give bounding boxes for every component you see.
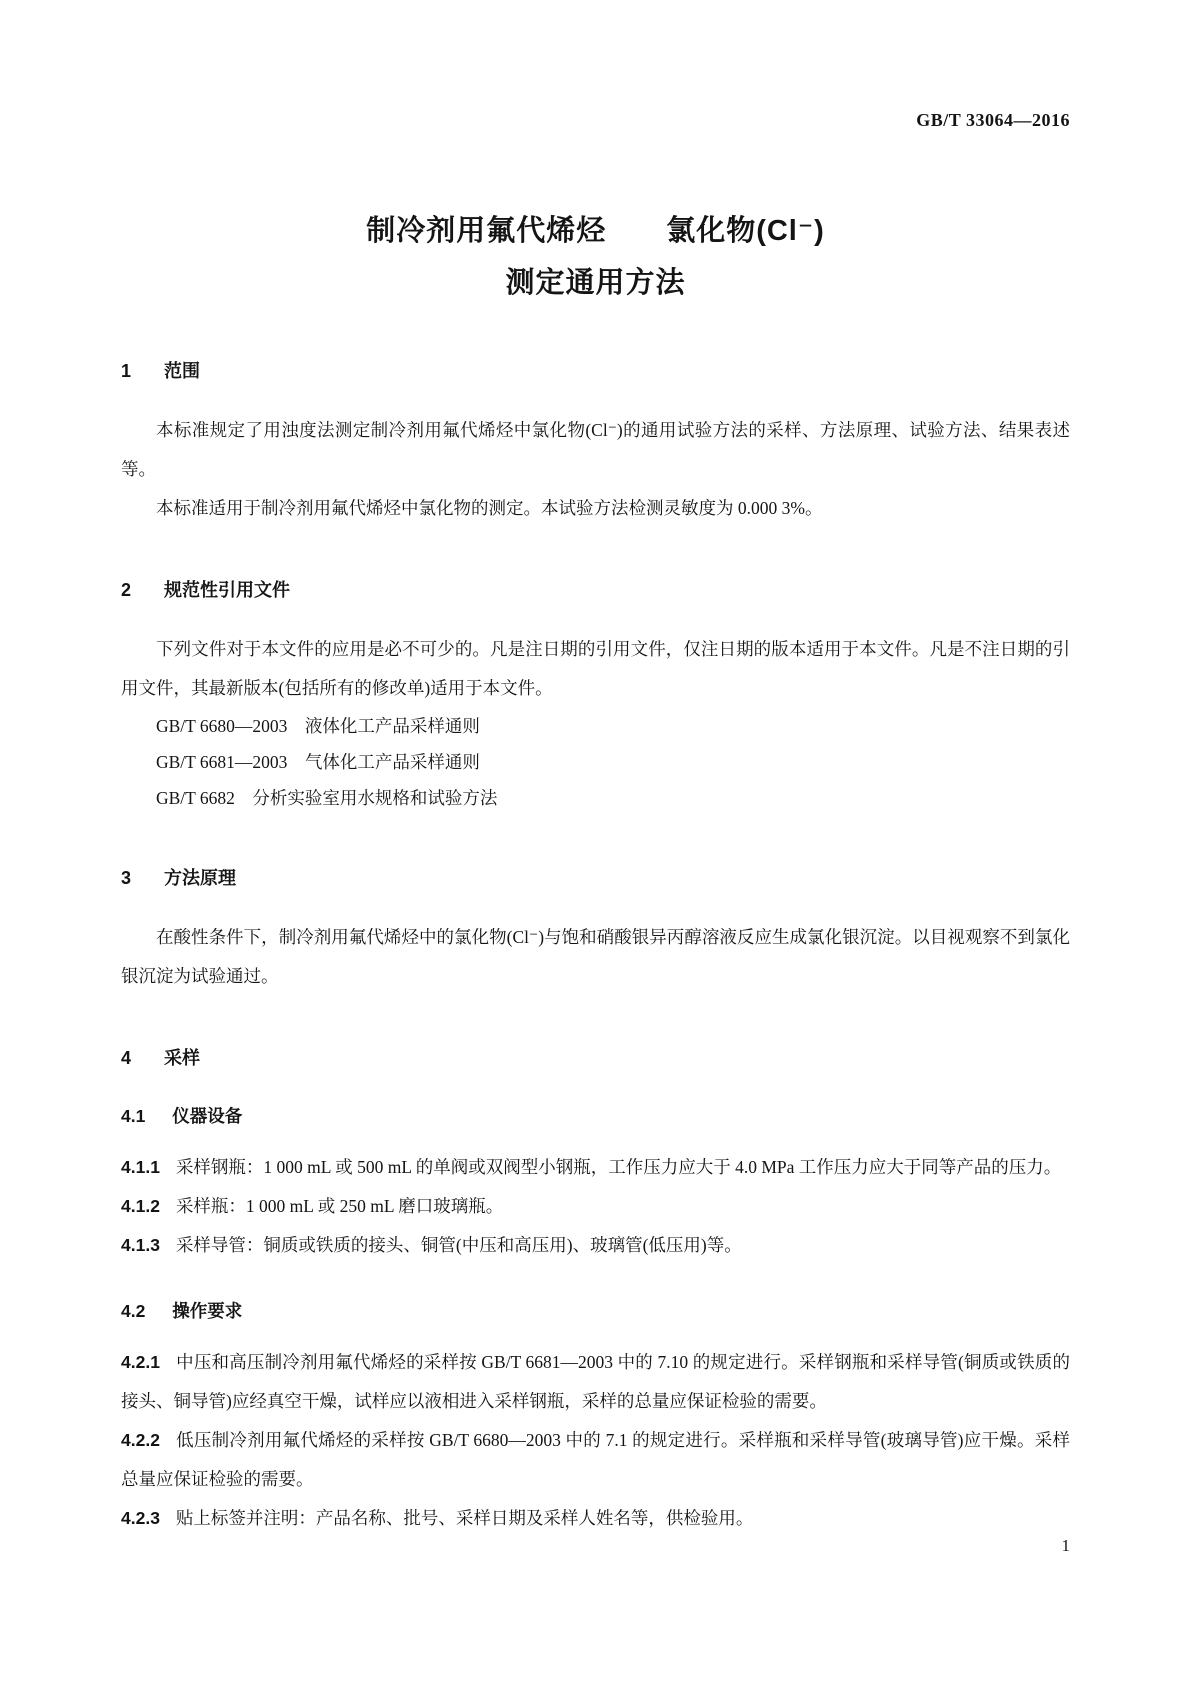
section-1-number: 1: [121, 361, 132, 381]
clause-4-2-2: [121, 1421, 1070, 1499]
clause-4-1-3-number: 4.1.3: [121, 1235, 160, 1255]
clause-4-2-3-number: 4.2.3: [121, 1508, 160, 1528]
page-content: [121, 0, 1070, 1538]
clause-4-2-3-text: 贴上标签并注明：产品名称、批号、采样日期及采样人姓名等，供检验用。: [175, 1508, 754, 1528]
subsection-4-2-number: 4.2: [121, 1301, 146, 1321]
section-3-paragraph-1: 在酸性条件下，制冷剂用氟代烯烃中的氯化物(Cl⁻)与饱和硝酸银异丙醇溶液反应生成氯化银沉淀。以目视观察不到氯化银沉淀为试验通过。: [121, 927, 1070, 986]
section-1-paragraph-1: 本标准规定了用浊度法测定制冷剂用氟代烯烃中氯化物(Cl⁻)的通用试验方法的采样、方法原理、试验方法、结果表述等。: [121, 420, 1070, 479]
section-1-heading: [121, 359, 1070, 383]
section-2-heading: [121, 578, 1070, 602]
clause-4-1-3: [121, 1226, 1070, 1265]
subsection-4-2-title: 操作要求: [172, 1301, 243, 1321]
clause-4-2-1-number: 4.2.1: [121, 1352, 160, 1372]
reference-item-2: GB/T 6681—2003 气体化工产品采样通则: [156, 752, 480, 772]
subsection-4-1-title: 仪器设备: [172, 1106, 243, 1126]
reference-item-1: GB/T 6680—2003 液体化工产品采样通则: [156, 716, 480, 736]
clause-4-2-1-text: 中压和高压制冷剂用氟代烯烃的采样按 GB/T 6681—2003 中的 7.10 的规定进行。采样钢瓶和采样导管(铜质或铁质的接头、铜导管)应经真空干燥，试样应以液相进入采样钢瓶，采样的总量应保证检验的需要。: [121, 1352, 1070, 1411]
clause-4-2-2-text: 低压制冷剂用氟代烯烃的采样按 GB/T 6680—2003 中的 7.1 的规定进行。采样瓶和采样导管(玻璃导管)应干燥。采样总量应保证检验的需要。: [121, 1430, 1070, 1489]
section-1-paragraph-2: 本标准适用于制冷剂用氟代烯烃中氯化物的测定。本试验方法检测灵敏度为 0.000 3%。: [156, 498, 823, 518]
section-1-title: 范围: [164, 361, 201, 381]
clause-4-1-3-text: 采样导管：铜质或铁质的接头、铜管(中压和高压用)、玻璃管(低压用)等。: [175, 1235, 742, 1255]
clause-4-1-2-number: 4.1.2: [121, 1196, 160, 1216]
subsection-4-2-heading: [121, 1299, 1070, 1323]
document-title: [121, 205, 1070, 309]
section-2-number: 2: [121, 580, 132, 600]
section-3-title: 方法原理: [164, 868, 237, 888]
document-title-line2: 测定通用方法: [505, 267, 686, 299]
section-4-heading: [121, 1046, 1070, 1070]
subsection-4-1-number: 4.1: [121, 1106, 146, 1126]
section-4-number: 4: [121, 1048, 132, 1068]
section-2-paragraph-1: 下列文件对于本文件的应用是必不可少的。凡是注日期的引用文件，仅注日期的版本适用于本文件。凡是不注日期的引用文件，其最新版本(包括所有的修改单)适用于本文件。: [121, 639, 1070, 698]
clause-4-2-3: [121, 1499, 1070, 1538]
clause-4-1-2: [121, 1187, 1070, 1226]
clause-4-1-2-text: 采样瓶：1 000 mL 或 250 mL 磨口玻璃瓶。: [175, 1196, 504, 1216]
clause-4-2-2-number: 4.2.2: [121, 1430, 160, 1450]
subsection-4-1-heading: [121, 1104, 1070, 1128]
clause-4-1-1-text: 采样钢瓶：1 000 mL 或 500 mL 的单阀或双阀型小钢瓶，工作压力应大于 4.0 MPa 工作压力应大于同等产品的压力。: [175, 1157, 1062, 1177]
section-4-title: 采样: [164, 1048, 201, 1068]
standard-number: GB/T 33064—2016: [916, 110, 1070, 130]
clause-4-1-1-number: 4.1.1: [121, 1157, 160, 1177]
section-3-number: 3: [121, 868, 132, 888]
clause-4-1-1: [121, 1148, 1070, 1187]
section-2-title: 规范性引用文件: [164, 580, 291, 600]
clause-4-2-1: [121, 1343, 1070, 1421]
reference-item-3: GB/T 6682 分析实验室用水规格和试验方法: [156, 788, 498, 808]
document-title-line1: 制冷剂用氟代烯烃 氯化物(Cl⁻): [366, 215, 825, 247]
page-number: 1: [1061, 1536, 1070, 1555]
section-3-heading: [121, 866, 1070, 890]
